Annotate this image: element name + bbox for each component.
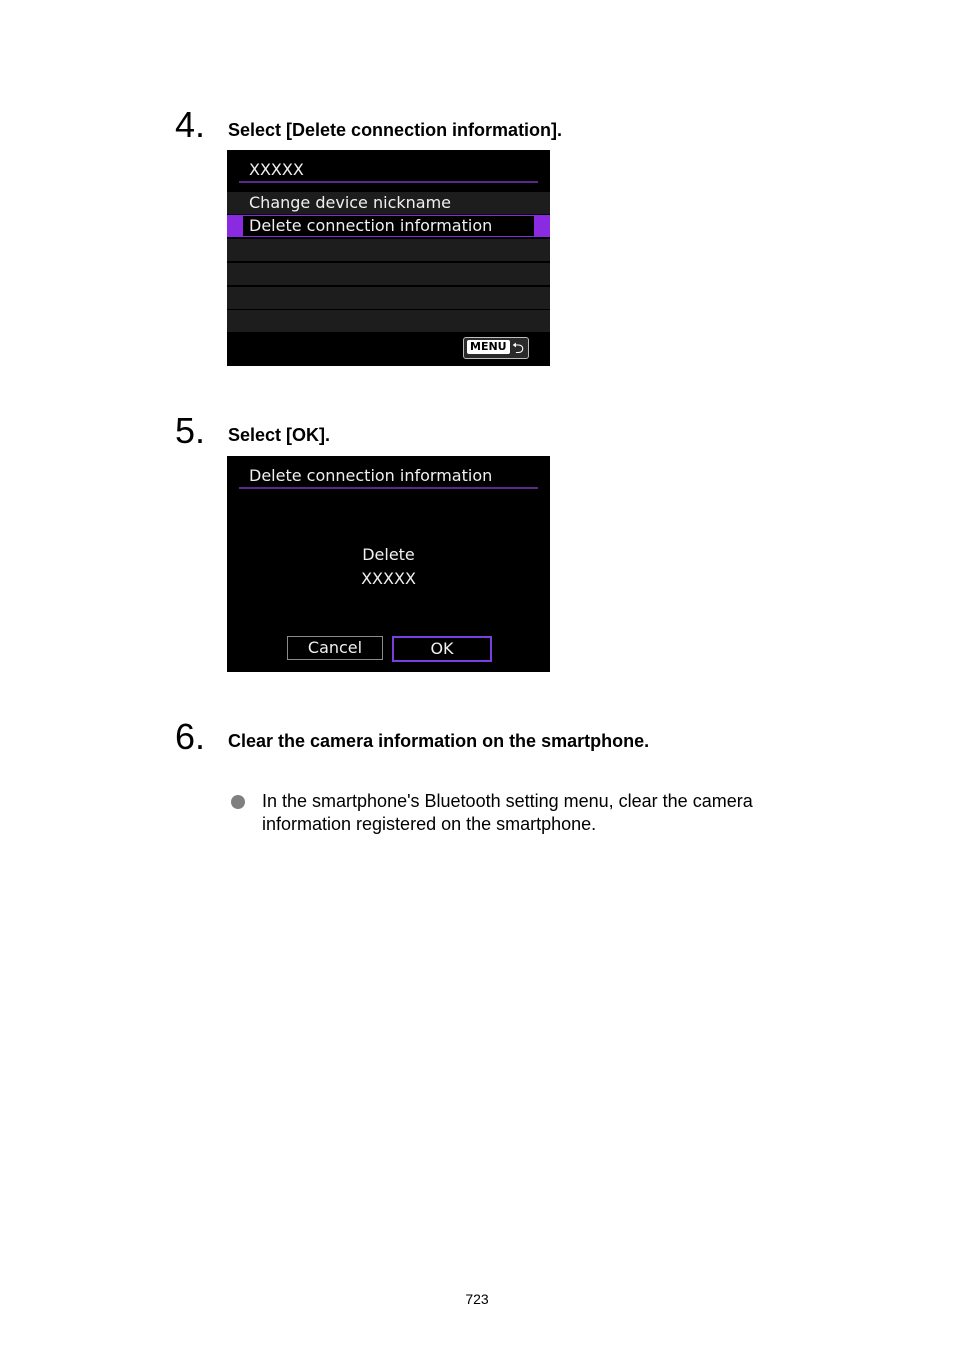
- title-divider: [239, 487, 538, 489]
- menu-item-label: Delete connection information: [249, 216, 493, 235]
- confirm-text-device: XXXXX: [361, 569, 416, 588]
- camera-screen-delete-confirm: [227, 456, 550, 672]
- confirm-text-delete: Delete: [362, 545, 415, 564]
- step-4-number: 4.: [175, 104, 206, 145]
- screen-title: Delete connection information: [249, 466, 493, 485]
- menu-item-empty: [227, 287, 550, 309]
- step-4-title: Select [Delete connection information].: [228, 120, 563, 140]
- menu-item-change-nickname[interactable]: [227, 192, 550, 214]
- cancel-button[interactable]: Cancel: [287, 636, 383, 660]
- menu-item-delete-connection[interactable]: [227, 215, 550, 237]
- step-5-title: Select [OK].: [228, 425, 331, 445]
- menu-back-button[interactable]: [463, 337, 529, 359]
- step-5-number: 5.: [175, 410, 206, 451]
- menu-item-empty: [227, 310, 550, 332]
- step-6-number: 6.: [175, 716, 206, 757]
- page-number: 723: [465, 1291, 489, 1307]
- title-divider: [239, 181, 538, 183]
- step-6-title: Clear the camera information on the smartphone.: [228, 731, 650, 751]
- camera-screen-device-menu: [227, 150, 550, 366]
- bullet-text: In the smartphone's Bluetooth setting menu, clear the camera information registered on the smartphone.: [262, 791, 753, 834]
- ok-button[interactable]: OK: [392, 636, 492, 662]
- screen-title: XXXXX: [249, 160, 304, 179]
- menu-item-empty: [227, 239, 550, 261]
- bullet-icon: [231, 795, 245, 809]
- menu-button-label: MENU: [467, 340, 510, 354]
- return-arrow-icon: ⮌: [512, 339, 525, 357]
- menu-item-empty: [227, 263, 550, 285]
- menu-item-label: Change device nickname: [249, 193, 452, 212]
